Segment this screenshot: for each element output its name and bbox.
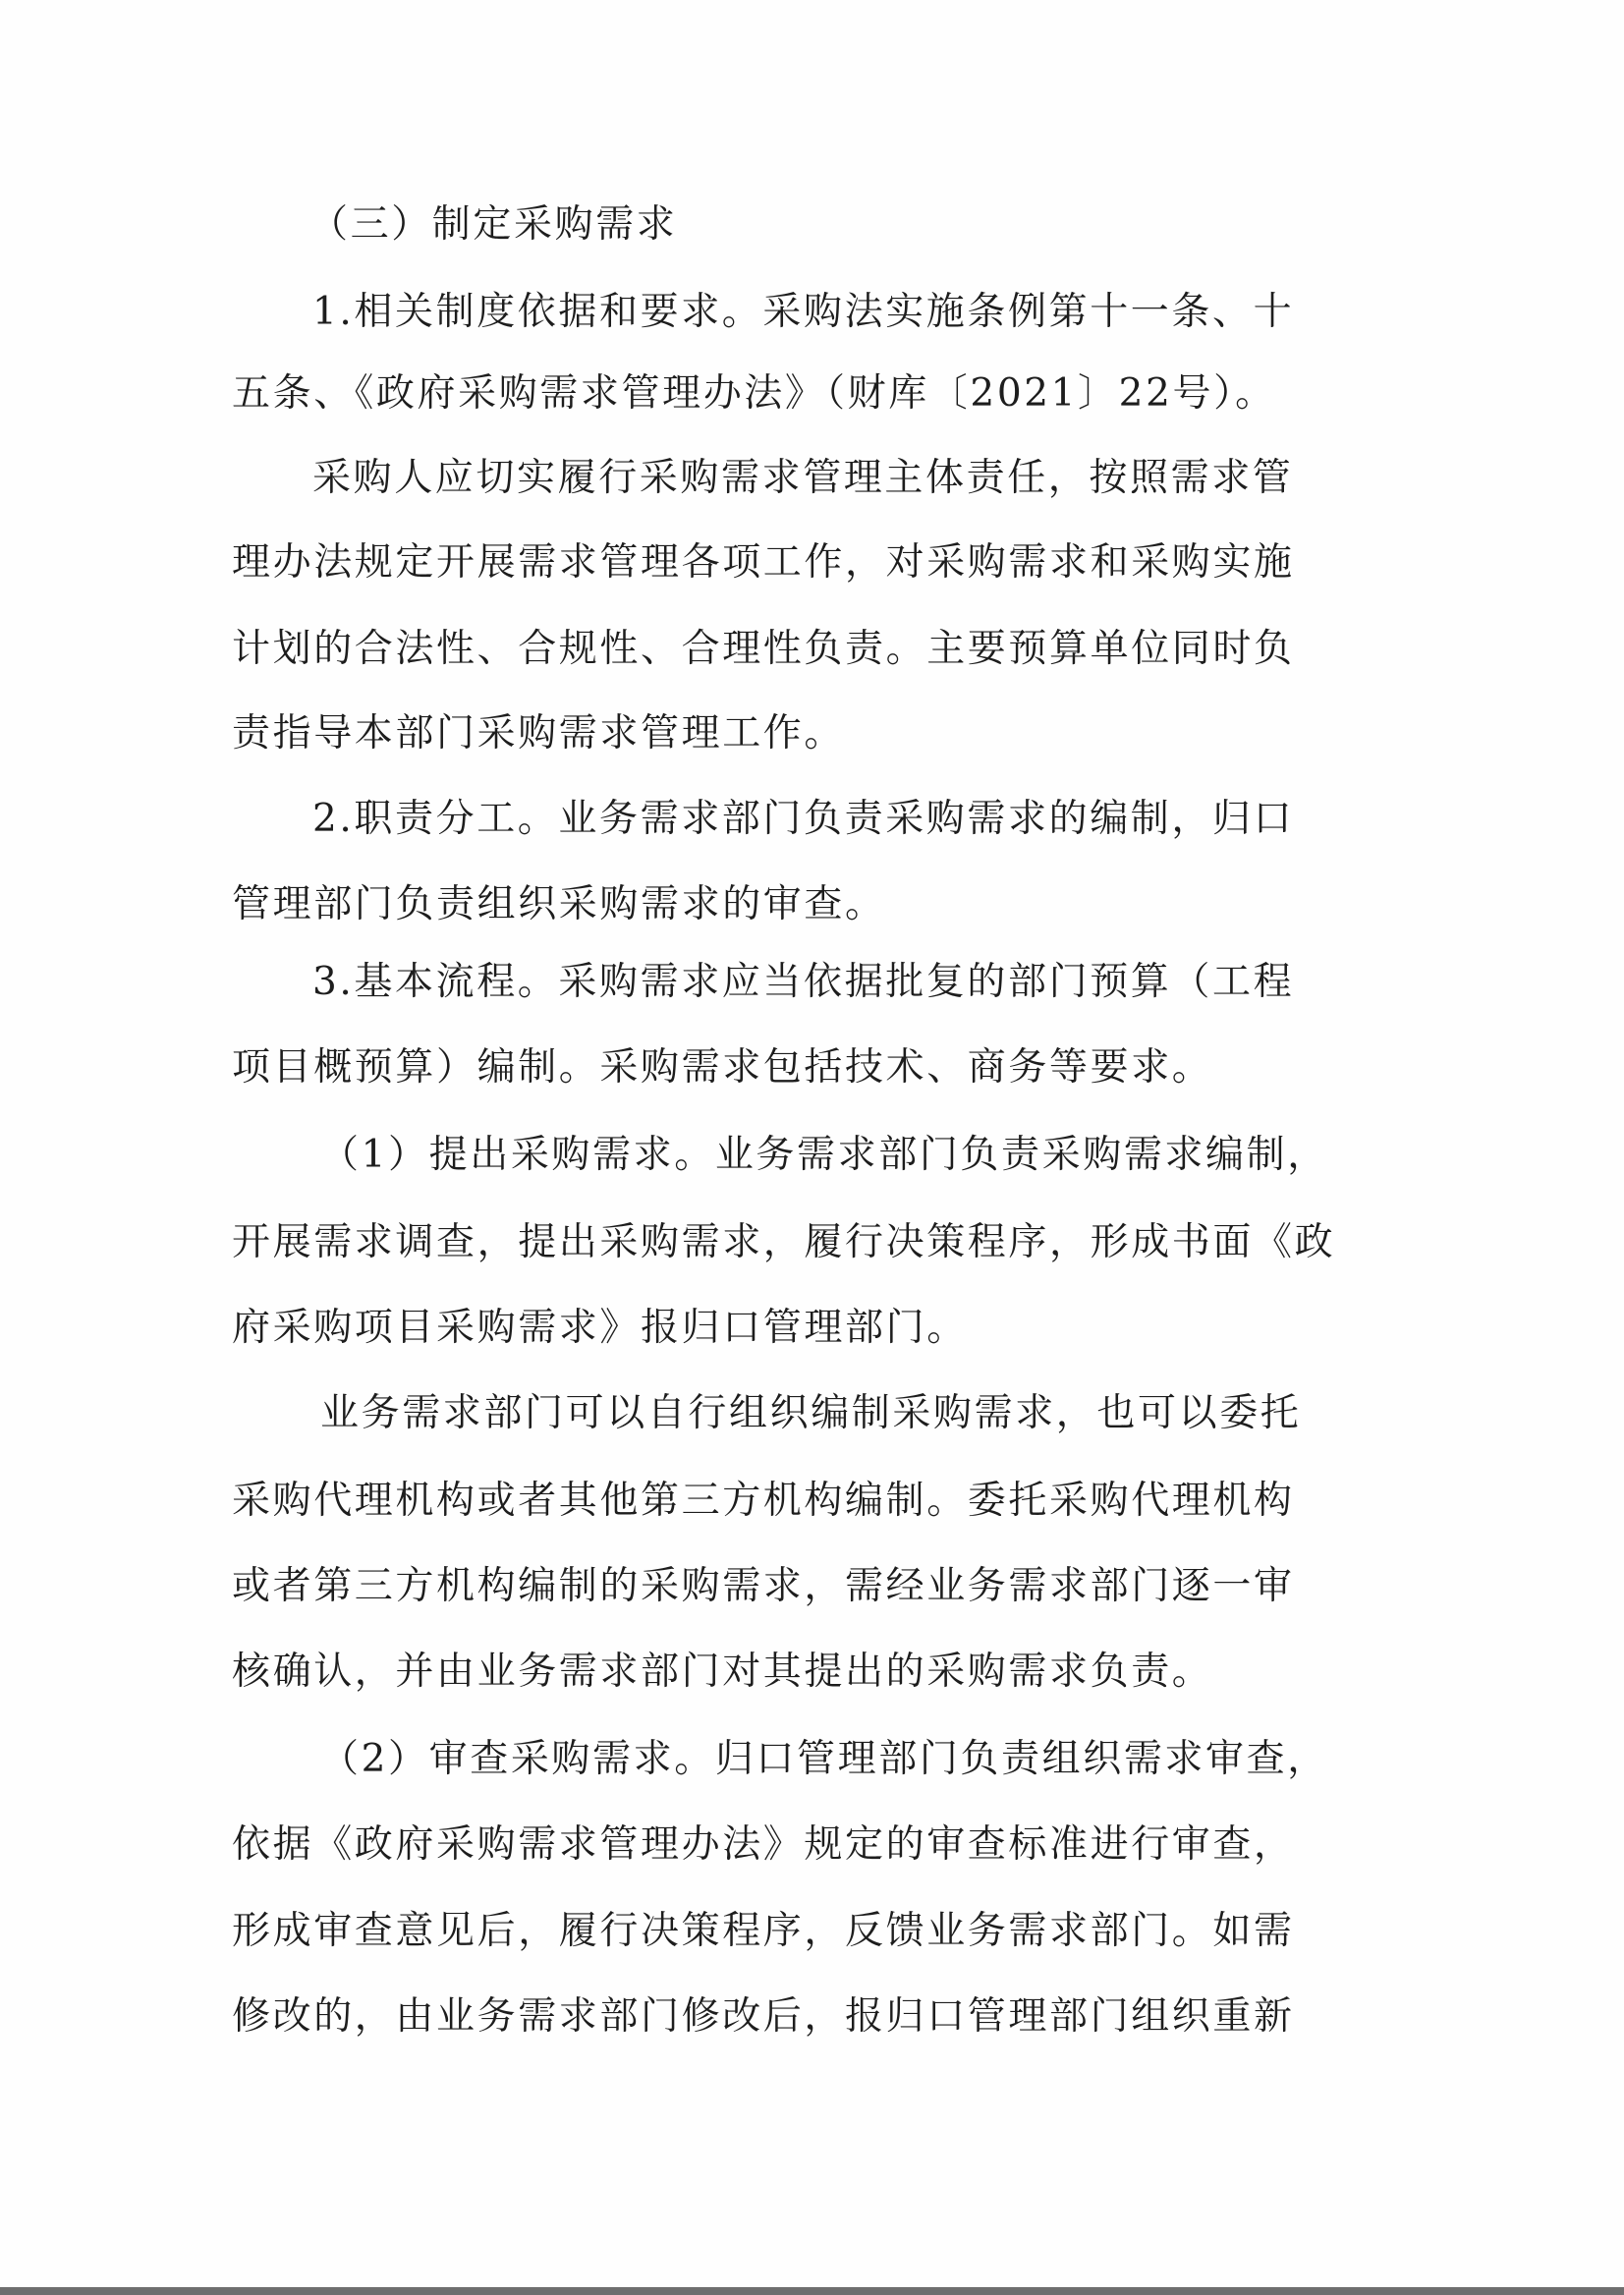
text-line: 府采购项目采购需求》报归口管理部门。	[232, 1306, 968, 1350]
text-line: 核确认，并由业务需求部门对其提出的采购需求负责。	[232, 1650, 1213, 1694]
text-line: 形成审查意见后，履行决策程序，反馈业务需求部门。如需	[232, 1909, 1295, 1953]
text-line: 2.职责分工。业务需求部门负责采购需求的编制，归口	[312, 797, 1295, 841]
text-line: 1.相关制度依据和要求。采购法实施条例第十一条、十	[312, 290, 1295, 334]
text-line: 业务需求部门可以自行组织编制采购需求，也可以委托	[320, 1391, 1302, 1435]
text-line: 理办法规定开展需求管理各项工作，对采购需求和采购实施	[232, 540, 1295, 585]
page-bottom-edge	[0, 2287, 1624, 2295]
section-heading: （三）制定采购需求	[309, 202, 678, 247]
text-line: 依据《政府采购需求管理办法》规定的审查标准进行审查，	[232, 1822, 1295, 1867]
text-line: 3.基本流程。采购需求应当依据批复的部门预算（工程	[312, 960, 1295, 1004]
text-line: （1）提出采购需求。业务需求部门负责采购需求编制，	[320, 1133, 1328, 1177]
text-line: 采购人应切实履行采购需求管理主体责任，按照需求管	[312, 456, 1294, 500]
text-line: 采购代理机构或者其他第三方机构编制。委托采购代理机构	[232, 1479, 1295, 1523]
text-line: 责指导本部门采购需求管理工作。	[232, 711, 846, 756]
text-line: 修改的，由业务需求部门修改后，报归口管理部门组织重新	[232, 1994, 1295, 2039]
text-line: 五条、《政府采购需求管理办法》（财库〔2021〕22号）。	[232, 371, 1276, 416]
text-line: 开展需求调查，提出采购需求，履行决策程序，形成书面《政	[232, 1220, 1336, 1264]
text-line: 项目概预算）编制。采购需求包括技术、商务等要求。	[232, 1045, 1213, 1090]
text-line: 管理部门负责组织采购需求的审查。	[232, 882, 886, 926]
text-line: 或者第三方机构编制的采购需求，需经业务需求部门逐一审	[232, 1564, 1295, 1608]
text-line: 计划的合法性、合规性、合理性负责。主要预算单位同时负	[232, 627, 1295, 671]
text-line: （2）审查采购需求。归口管理部门负责组织需求审查，	[320, 1737, 1328, 1781]
